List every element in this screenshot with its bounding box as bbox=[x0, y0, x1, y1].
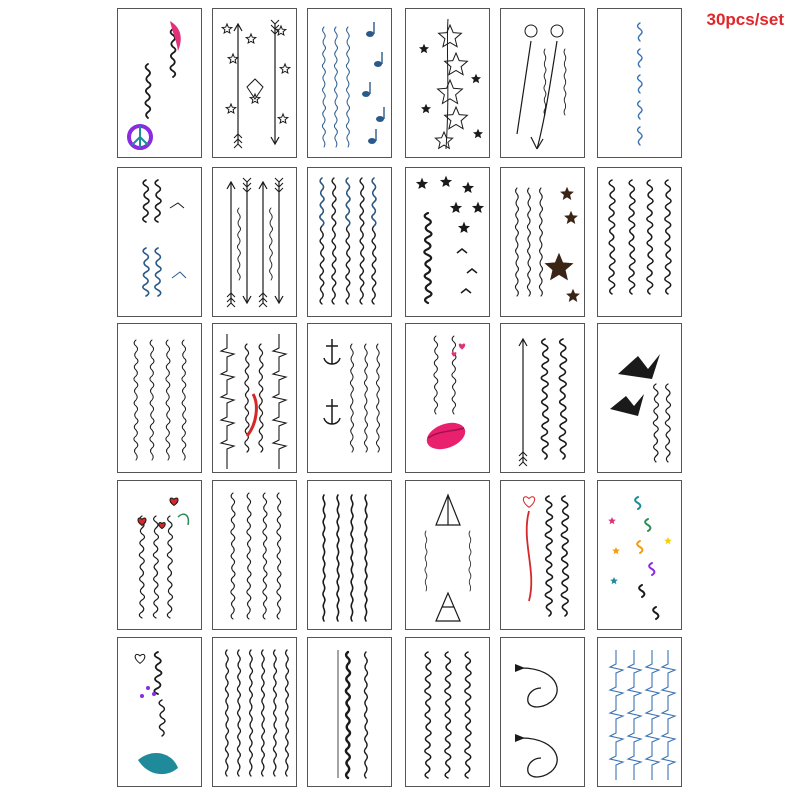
tattoo-card-script-lines bbox=[117, 323, 202, 473]
tattoo-design-stars-arrows bbox=[213, 9, 297, 158]
tattoo-card-stars-chain bbox=[405, 8, 490, 158]
tattoo-card-skull-arrows bbox=[500, 8, 585, 158]
tattoo-card-swallows-script bbox=[597, 323, 682, 473]
tattoo-design-gothic-lines bbox=[213, 638, 297, 787]
tattoo-card-always-script bbox=[597, 167, 682, 317]
tattoo-card-bold-motto bbox=[307, 637, 392, 787]
tattoo-card-brush-script bbox=[405, 637, 490, 787]
tattoo-design-heartbeat-lines bbox=[598, 638, 682, 787]
tattoo-card-arrow-love bbox=[500, 323, 585, 473]
tattoo-card-stars-arrows bbox=[212, 8, 297, 158]
tattoo-card-believe-script bbox=[597, 8, 682, 158]
tattoo-design-peace-feather bbox=[118, 9, 202, 158]
tattoo-design-anchor-script bbox=[308, 324, 392, 473]
tattoo-card-heartbeat-script bbox=[212, 323, 297, 473]
tattoo-design-quote-stars bbox=[501, 168, 585, 317]
tattoo-design-hearts-script bbox=[118, 481, 202, 630]
tattoo-design-always-script bbox=[598, 168, 682, 317]
tattoo-design-music-notes bbox=[308, 9, 392, 158]
pieces-per-set-label: 30pcs/set bbox=[706, 10, 784, 29]
tattoo-design-skull-arrows bbox=[501, 9, 585, 158]
tattoo-card-music-notes bbox=[307, 8, 392, 158]
tattoo-design-believe-script bbox=[598, 9, 682, 158]
tattoo-card-peace-feather bbox=[117, 8, 202, 158]
tattoo-card-quote-script bbox=[307, 167, 392, 317]
tattoo-card-heart-script bbox=[500, 480, 585, 630]
tattoo-card-sky-limit bbox=[307, 480, 392, 630]
tattoo-design-heartbeat-script bbox=[213, 324, 297, 473]
tattoo-card-arrow-script bbox=[212, 167, 297, 317]
tattoo-design-always-stars bbox=[406, 168, 490, 317]
tattoo-design-plane-loops bbox=[501, 638, 585, 787]
tattoo-design-quote-script-2 bbox=[213, 481, 297, 630]
tattoo-design-brush-script bbox=[406, 638, 490, 787]
tattoo-card-hearts-script bbox=[117, 480, 202, 630]
tattoo-card-quote-stars bbox=[500, 167, 585, 317]
tattoo-card-gothic-lines bbox=[212, 637, 297, 787]
tattoo-design-script-lines bbox=[118, 324, 202, 473]
tattoo-card-love-leaves bbox=[117, 637, 202, 787]
tattoo-card-plane-loops bbox=[500, 637, 585, 787]
tattoo-design-stars-chain bbox=[406, 9, 490, 158]
tattoo-design-quote-script bbox=[308, 168, 392, 317]
tattoo-card-eiffel-tower bbox=[405, 480, 490, 630]
tattoo-design-arrow-love bbox=[501, 324, 585, 473]
tattoo-card-quote-script-2 bbox=[212, 480, 297, 630]
tattoo-card-dream-words bbox=[597, 480, 682, 630]
tattoo-design-swallows-script bbox=[598, 324, 682, 473]
tattoo-card-always-stars bbox=[405, 167, 490, 317]
tattoo-card-birds-script bbox=[117, 167, 202, 317]
tattoo-design-lips-script bbox=[406, 324, 490, 473]
tattoo-card-lips-script bbox=[405, 323, 490, 473]
tattoo-card-anchor-script bbox=[307, 323, 392, 473]
tattoo-design-heart-script bbox=[501, 481, 585, 630]
tattoo-design-eiffel-tower bbox=[406, 481, 490, 630]
tattoo-design-arrow-script bbox=[213, 168, 297, 317]
tattoo-design-bold-motto bbox=[308, 638, 392, 787]
tattoo-design-dream-words bbox=[598, 481, 682, 630]
tattoo-design-birds-script bbox=[118, 168, 202, 317]
tattoo-design-sky-limit bbox=[308, 481, 392, 630]
tattoo-design-love-leaves bbox=[118, 638, 202, 787]
tattoo-card-heartbeat-lines bbox=[597, 637, 682, 787]
